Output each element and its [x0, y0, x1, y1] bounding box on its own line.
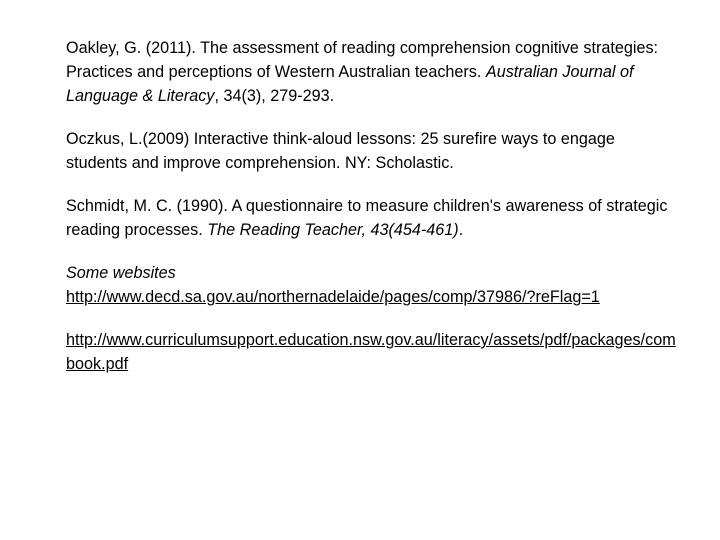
reference-journal: The Reading Teacher, 43(454-461)	[207, 221, 459, 239]
reference-journal: Australian Journal of Language & Literacy	[66, 63, 634, 105]
reference-details: .	[458, 221, 464, 239]
reference-details: , 34(3), 279-293.	[214, 87, 335, 105]
reference-title: Interactive think-aloud lessons: 25 surefire ways to engage students and improve comprehension. NY: Scholastic.	[66, 130, 615, 172]
reference-authors: Schmidt, M. C. (1990).	[66, 197, 232, 215]
reference-title: The assessment of reading comprehension cognitive strategies: Practices and perceptions of Western Australian teachers.	[66, 39, 659, 81]
website-link-decd[interactable]: http://www.decd.sa.gov.au/northernadelaide/pages/comp/37986/?reFlag=1	[66, 288, 600, 306]
website-link-container	[66, 328, 676, 376]
reference-oczkus	[66, 127, 676, 175]
websites-heading: Some websites	[66, 264, 176, 282]
website-link-curriculumsupport[interactable]: http://www.curriculumsupport.education.nsw.gov.au/literacy/assets/pdf/packages/combook.pdf	[66, 331, 676, 373]
websites-section	[66, 261, 676, 309]
reference-authors: Oakley, G. (2011).	[66, 39, 201, 57]
reference-schmidt	[66, 194, 676, 242]
slide-body	[66, 36, 676, 395]
reference-oakley	[66, 36, 676, 108]
reference-title: A questionnaire to measure children's awareness of strategic reading processes.	[66, 197, 668, 239]
reference-authors: Oczkus, L.(2009)	[66, 130, 194, 148]
